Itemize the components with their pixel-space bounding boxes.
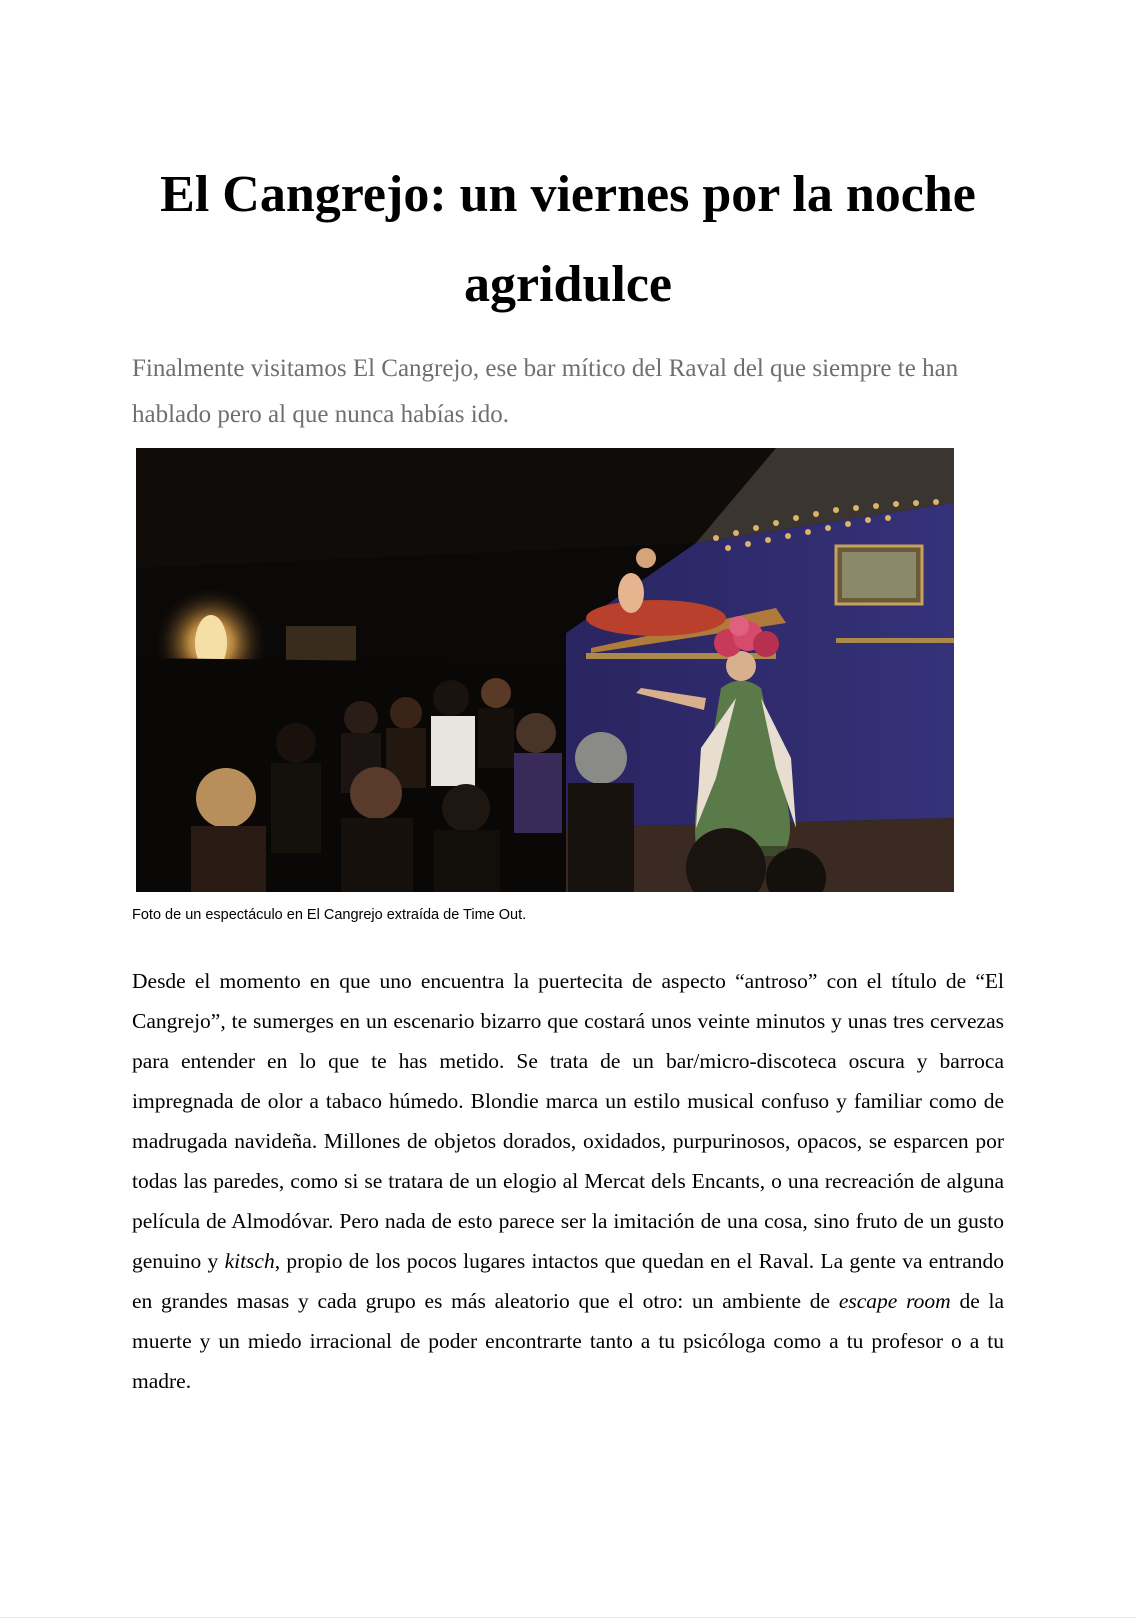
photo-caption: Foto de un espectáculo en El Cangrejo extraída de Time Out.: [132, 907, 527, 923]
body-escape-room-term: escape room: [838, 1289, 951, 1313]
subtitle-part-1: Finalmente visitamos El Cangrejo, ese bar mítico del Raval del que siempre te han: [132, 355, 959, 382]
article-body: [132, 961, 1004, 1401]
page-bottom-divider: [0, 1617, 1136, 1618]
body-segment-3: de la muerte y un miedo irracional de poder encontrarte tanto a tu psicóloga como a tu profesor o a tu madre.: [132, 1289, 1005, 1393]
performance-photo-illustration: [136, 448, 954, 892]
body-segment-1: Desde el momento en que uno encuentra la puertecita de aspecto “antroso” con el título de “El Cangrejo”, te sumerges en un escenario bizarro que costará unos veinte minutos y unas tres cervezas para entender en lo que te has metido. Se trata de un bar/micro-discoteca oscura y barroca impregnada de olor a tabaco húmedo. Blondie marca un estilo musical confuso y familiar como de madrugada navideña. Millones de objetos dorados, oxidados, purpurinosos, opacos, se esparcen por todas las paredes, como si se tratara de un elogio al Mercat dels Encants, o una recreación de alguna película de Almodóvar. Pero nada de esto parece ser la imitación de una cosa, sino fruto de un gusto genuino y: [132, 969, 1004, 1273]
subtitle-part-2: hablado pero al que nunca habías ido.: [132, 401, 509, 428]
article-photo: [136, 448, 954, 892]
body-kitsch-term: kitsch: [224, 1249, 275, 1273]
article-title: El Cangrejo: un viernes por la noche agridulce: [160, 166, 976, 313]
article-subtitle: [132, 346, 1002, 438]
body-segment-2: , propio de los pocos lugares intactos que quedan en el Raval. La gente va entrando en grandes masas y cada grupo es más aleatorio que el otro: un ambiente de: [132, 1249, 1004, 1313]
